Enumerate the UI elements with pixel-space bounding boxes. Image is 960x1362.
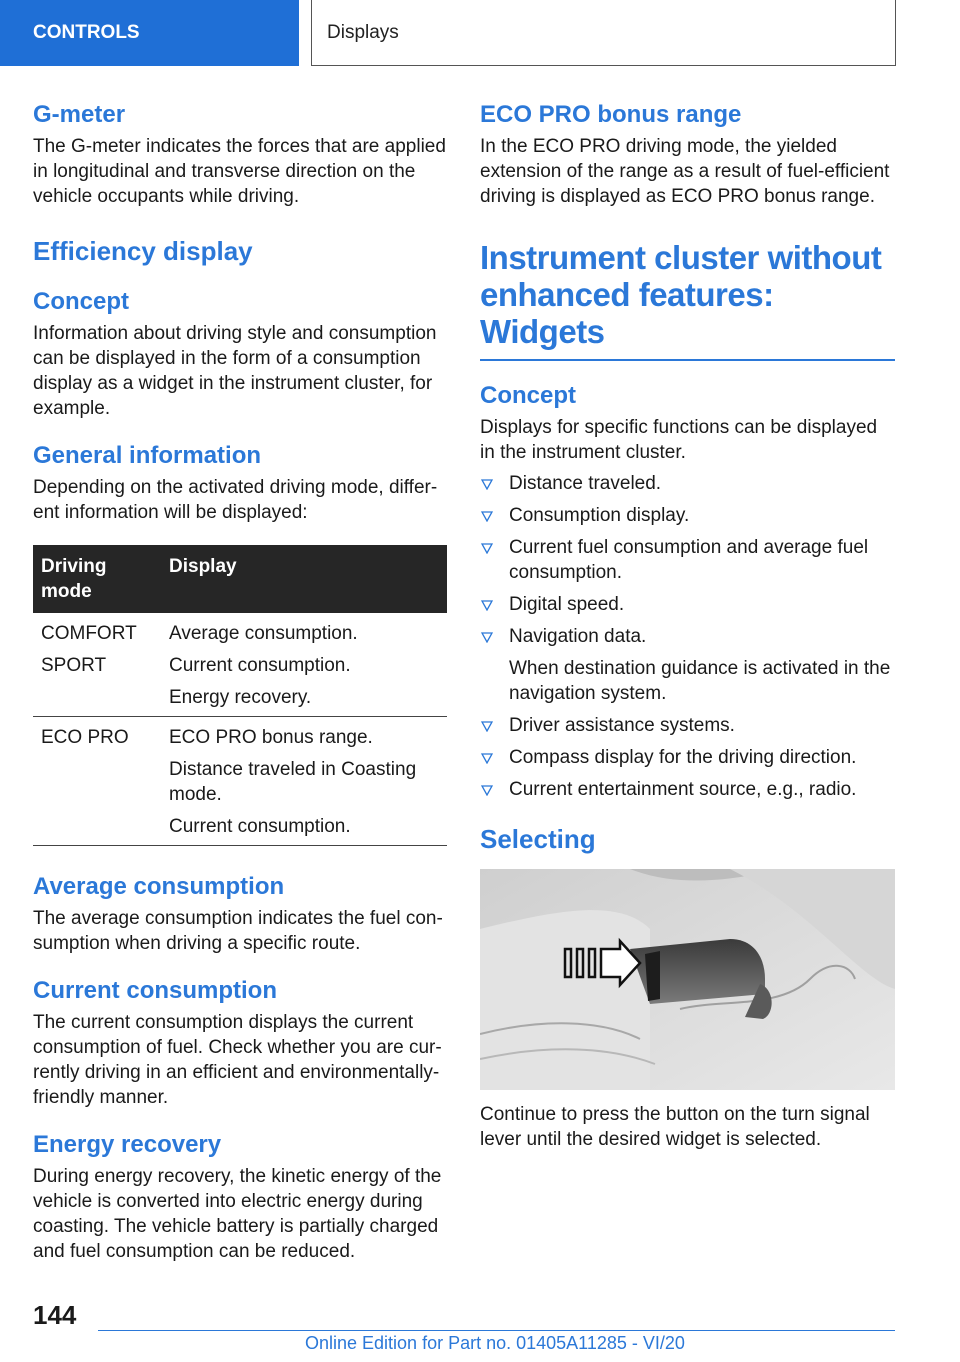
general-text: Depending on the activated driving mode, different information will be displayed: <box>33 477 438 523</box>
general-heading: General information <box>33 442 262 469</box>
list-item <box>480 471 895 496</box>
list-item <box>480 713 895 738</box>
table-header-mode: Driving mode <box>33 545 161 613</box>
list-item <box>480 592 895 617</box>
triangle-bullet-icon <box>481 600 493 611</box>
triangle-bullet-icon <box>481 479 493 490</box>
driving-mode-table <box>33 545 447 846</box>
display-label: Average consumption. <box>169 623 358 644</box>
triangle-bullet-icon <box>481 543 493 554</box>
triangle-bullet-icon <box>481 785 493 796</box>
table-row <box>33 613 447 717</box>
concept-text: Information about driving style and consumption can be displayed in the form of a consumption display as a widget in the instrument cluster, for example. <box>33 323 437 419</box>
chapter-title: Displays <box>327 21 399 43</box>
display-label: ECO PRO bonus range. <box>169 727 373 748</box>
average-text: The average consumption indicates the fuel consumption when driving a specific route. <box>33 908 443 954</box>
page-number: 144 <box>33 1300 77 1330</box>
energy-heading: Energy recovery <box>33 1131 222 1158</box>
list-item-label: Driver assistance systems. <box>509 715 735 736</box>
widgets-concept-text: Displays for specific functions can be displayed in the instrument cluster. <box>480 417 878 463</box>
list-item-label: Navigation data. <box>509 626 647 647</box>
triangle-bullet-icon <box>481 721 493 732</box>
list-item <box>480 745 895 770</box>
section-tab <box>0 0 299 66</box>
list-item <box>480 777 895 802</box>
ecopro-text: In the ECO PRO driving mode, the yielded extension of the range as a result of fuel-efficient driving is displayed as ECO PRO bonus range. <box>480 136 890 207</box>
efficiency-heading: Efficiency display <box>33 236 253 266</box>
mode-label: ECO PRO <box>41 727 129 748</box>
right-column <box>480 100 895 1152</box>
table-header-display: Display <box>161 545 447 613</box>
list-item-subnote: When destination guidance is activated in the navigation system. <box>509 658 891 704</box>
list-item <box>480 624 895 706</box>
triangle-bullet-icon <box>481 753 493 764</box>
footer-rule <box>98 1330 895 1331</box>
current-text: The current consumption displays the current consumption of fuel. Check whether you are currently driving in an efficient and environmentally-friendly manner. <box>33 1012 442 1108</box>
turn-signal-lever-illustration <box>480 869 895 1090</box>
list-item-label: Distance traveled. <box>509 473 662 494</box>
mode-label: COMFORT <box>41 623 137 644</box>
gmeter-heading: G-meter <box>33 101 126 128</box>
list-item-label: Consumption display. <box>509 505 690 526</box>
selecting-heading: Selecting <box>480 824 596 854</box>
widgets-concept-heading: Concept <box>480 382 576 409</box>
triangle-bullet-icon <box>481 511 493 522</box>
gmeter-text: The G-meter indicates the forces that are applied in longitudinal and transverse direction on the vehicle occupants while driving. <box>33 136 446 207</box>
list-item-label: Digital speed. <box>509 594 625 615</box>
section-title: CONTROLS <box>33 22 140 43</box>
concept-heading: Concept <box>33 288 129 315</box>
table-cell-mode <box>33 717 161 846</box>
list-item-label: Compass display for the driving direction. <box>509 747 857 768</box>
table-cell-display <box>161 717 447 846</box>
cluster-heading: Instrument cluster without enhanced features: Widgets <box>480 239 882 350</box>
display-label: Energy recovery. <box>169 687 312 708</box>
list-item <box>480 503 895 528</box>
average-heading: Average consumption <box>33 873 285 900</box>
energy-text: During energy recovery, the kinetic energy of the vehicle is converted into electric energy during coasting. The vehicle battery is partially charged and fuel consumption can be reduced. <box>33 1166 442 1262</box>
table-cell-display <box>161 613 447 717</box>
footer-edition: Online Edition for Part no. 01405A11285 - VI/20 <box>305 1333 685 1353</box>
widget-list <box>480 471 895 802</box>
left-column <box>33 100 447 1264</box>
list-item-label: Current entertainment source, e.g., radio. <box>509 779 857 800</box>
table-row <box>33 717 447 846</box>
display-label: Current consumption. <box>169 655 351 676</box>
current-heading: Current consumption <box>33 977 277 1004</box>
display-label: Distance traveled in Coasting mode. <box>169 759 417 805</box>
list-item <box>480 535 895 585</box>
selecting-text: Continue to press the button on the turn signal lever until the desired widget is selected. <box>480 1104 870 1150</box>
chapter-tab <box>311 0 896 66</box>
ecopro-heading: ECO PRO bonus range <box>480 101 742 128</box>
triangle-bullet-icon <box>481 632 493 643</box>
table-cell-mode <box>33 613 161 717</box>
display-label: Current consumption. <box>169 816 351 837</box>
mode-label: SPORT <box>41 655 107 676</box>
list-item-label: Current fuel consumption and average fuel consumption. <box>509 537 869 583</box>
